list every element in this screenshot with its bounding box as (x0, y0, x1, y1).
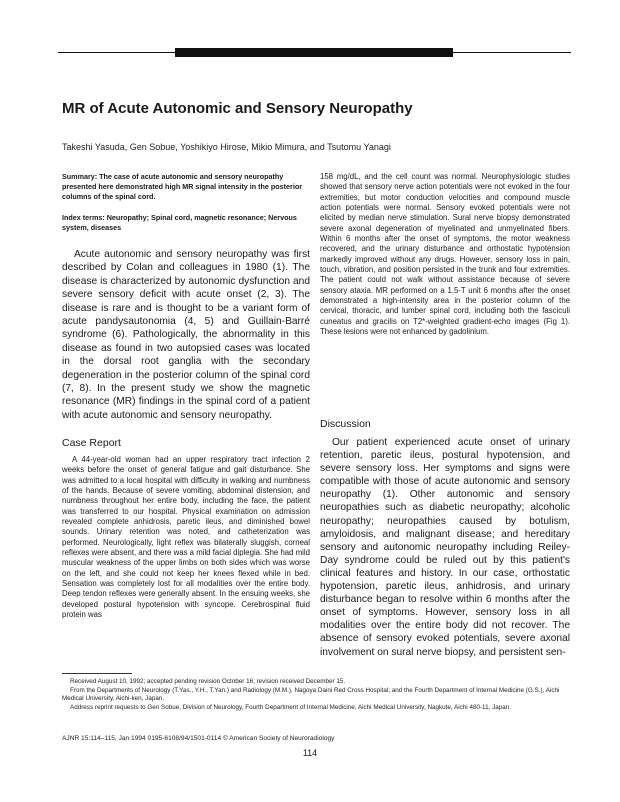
footnote-received: Received August 10, 1992; accepted pending revision October 16; revision received December 15. (70, 678, 346, 685)
header-rule (58, 52, 571, 53)
intro-paragraph: Acute autonomic and sensory neuropathy was first described by Colan and colleagues in 1980 (1). The disease is characterized by autonomic dysfunction and severe sensory deficit with acute onset (2, 3). The disease is rare and is thought to be a variant form of acute pandysautonomia (4, 5) and Guillain-Barré syndrome (6). Pathologically, the abnormality in this disease as found in two autopsied cases was located in the dorsal root ganglia with the secondary degeneration in the posterior column of the spinal cord (7, 8). In the present study we show the magnetic resonance (MR) findings in the spinal cord of a patient with acute autonomic and sensory neuropathy. (62, 249, 310, 421)
article-summary: Summary: The case of acute autonomic and sensory neuropathy presented here demonstrated high MR signal intensity in the posterior columns of the spinal cord. (62, 172, 303, 201)
article-title: MR of Acute Autonomic and Sensory Neuropathy (62, 100, 413, 117)
journal-citation: AJNR 15:114–115, Jan 1994 0195-6108/94/1501-0114 © American Society of Neuroradiology (62, 735, 335, 742)
footnotes (62, 678, 570, 712)
discussion-heading: Discussion (320, 418, 371, 430)
case-report-heading: Case Report (62, 437, 121, 449)
page-number: 114 (302, 748, 318, 758)
footnote-reprints: Address reprint requests to Gen Sobue, Division of Neurology, Fourth Department of Internal Medicine, Aichi Medical University, Nagkute, Aichi 480-11, Japan. (70, 703, 512, 711)
case-report-paragraph: A 44-year-old woman had an upper respiratory tract infection 2 weeks before the onset of general fatigue and gait disturbance. She was admitted to a local hospital with difficulty in walking and numbness of the hands. Because of severe vomiting, abdominal distension, and numbness throughout her entire body, including the face, the patient was transferred to our hospital. Physical examination on admission revealed complete anhidrosis, paretic ileus, and diminished bowel sounds. Urinary retention was noted, and catheterization was performed. Neurologically, light reflex was bilaterally sluggish, corneal reflexes were absent, and there was a mild facial diplegia. She had mild muscular weakness of the upper limbs on both sides which was worse on the left, and she could not keep her knees flexed while in bed. Sensation was completely lost for all modalities over the entire body. Deep tendon reflexes were generally absent. In the ensuing weeks, she developed postural hypotension with syncope. Cerebrospinal fluid protein was (62, 455, 310, 620)
article-authors: Takeshi Yasuda, Gen Sobue, Yoshikiyo Hirose, Mikio Mimura, and Tsutomu Yanagi (62, 142, 391, 152)
case-report-continuation: 158 mg/dL, and the cell count was normal. Neurophysiologic studies showed that sensory nerve action potentials were not evoked in the four extremities, but motor conduction velocities and compound muscle action potentials were normal. Sensory evoked potentials were not elicited by median nerve stimulation. Sural nerve biopsy demonstrated severe axonal degeneration of myelinated and unmyelinated fibers. Within 6 months after the onset of symptoms, the motor weakness recovered, and the urinary disturbance and orthostatic hypotension markedly improved without any drugs. However, sensory loss in pain, touch, vibration, and position persisted in the trunk and four extremities. The patient could not walk without assistance because of severe sensory ataxia. MR performed on a 1.5-T unit 6 months after the onset demonstrated a high-intensity area in the posterior column of the cervical, thoracic, and lumber spinal cord, including both the fasciculi cuneatus and gracilis on T2*-weighted gradient-echo images (Fig 1). These lesions were not enhanced by gadolinium. (320, 172, 570, 337)
footnote-rule (62, 673, 132, 674)
index-terms: Index terms: Neuropathy; Spinal cord, magnetic resonance; Nervous system, diseases (62, 213, 297, 232)
discussion-paragraph: Our patient experienced acute onset of urinary retention, paretic ileus, postural hypotension, and severe sensory loss. Her symptoms and signs were compatible with those of acute autonomic and sensory neuropathy (1). Other autonomic and sensory neuropathies such as diabetic neuropathy; alcoholic neuropathy; neuropathies caused by botulism, amyloidosis, and malignant disease; and hereditary sensory and autonomic neuropathy including Reiley-Day syndrome could be ruled out by this patient's clinical features and history. In our case, orthostatic hypotension, paretic ileus, anhidrosis, and urinary disturbance began to resolve within 6 months after the onset of symptoms. However, sensory loss in all modalities over the entire body did not recover. The absence of sensory evoked potentials, severe axonal involvement on sural nerve biopsy, and persistent sen- (320, 437, 570, 658)
footnote-affiliations: From the Departments of Neurology (T.Yas., Y.H., T.Yan.) and Radiology (M.M.), Nagoya Daini Red Cross Hospital; and the Fourth Department of Internal Medicine (G.S.), Aichi Medical University, Aichi-ken, Japan. (62, 686, 560, 703)
